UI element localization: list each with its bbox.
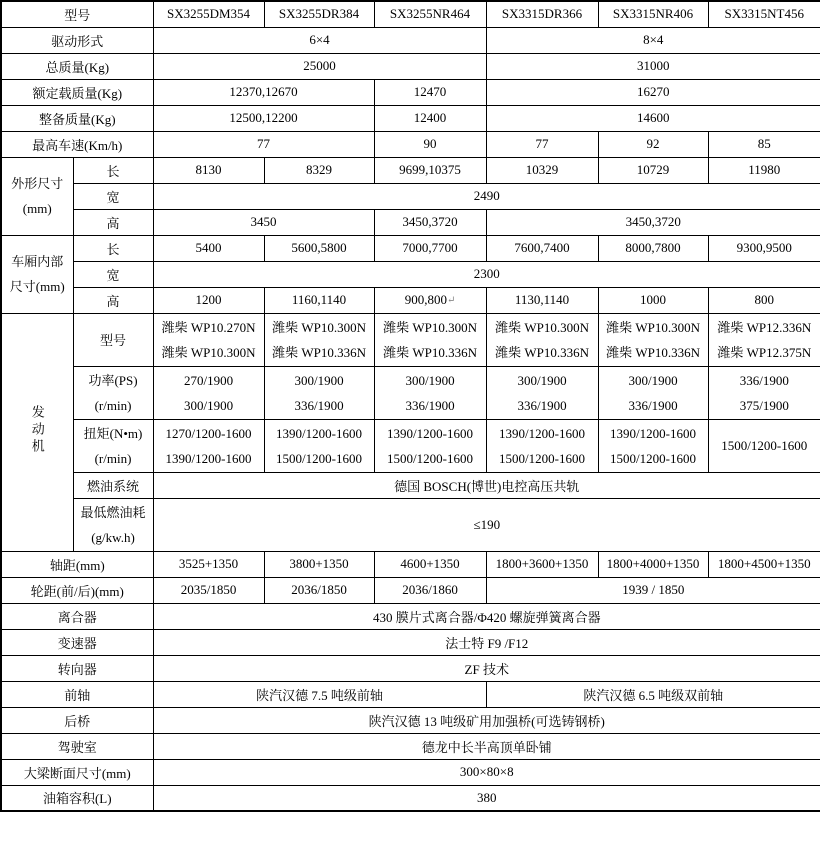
label-outer-dim-line1: 外形尺寸 [11,176,64,191]
fuel-tank-cell: 380 [153,785,820,811]
rated-load-cell: 12470 [374,79,486,105]
row-cargo-height [1,287,820,313]
cargo-height-cell: 1160,1140 [264,287,374,313]
engine-power-line: 300/1900 [183,397,234,413]
label-clutch: 离合器 [1,603,153,629]
track-cell: 2036/1850 [264,577,374,603]
engine-torque-cell [374,419,486,472]
row-fuel-tank [1,785,820,811]
label-outer-height: 高 [73,209,153,235]
engine-model-cell [708,313,820,366]
rated-load-cell: 12370,12670 [153,79,374,105]
label-wheelbase: 轴距(mm) [1,551,153,577]
label-max-speed: 最高车速(Km/h) [1,131,153,157]
rear-axle-cell: 陕汽汉德 13 吨级矿用加强桥(可选铸钢桥) [153,707,820,733]
label-engine-text: 发动机 [29,404,45,456]
label-gross-mass: 总质量(Kg) [1,53,153,79]
engine-model-line: 潍柴 WP12.336N [717,319,812,335]
cargo-length-cell: 5600,5800 [264,235,374,261]
engine-power-cell [374,366,486,419]
label-cargo-dim [1,235,73,313]
engine-power-line: 270/1900 [183,372,234,388]
row-cargo-length [1,235,820,261]
label-outer-dim-line2: (mm) [22,201,52,216]
engine-torque-cell [153,419,264,472]
label-outer-length: 长 [73,157,153,183]
curb-mass-cell: 14600 [486,105,820,131]
row-curb-mass [1,105,820,131]
min-fuel-cell: ≤190 [153,498,820,551]
row-track [1,577,820,603]
engine-torque-line: 1390/1200-1600 [165,450,252,466]
outer-length-cell: 8329 [264,157,374,183]
row-fuel-system [1,472,820,498]
cargo-height-cell: 800 [708,287,820,313]
label-engine-model: 型号 [73,313,153,366]
row-model [1,1,820,27]
cargo-height-value: 900,800 [404,292,447,307]
row-engine-model [1,313,820,366]
label-rated-load: 额定载质量(Kg) [1,79,153,105]
engine-torque-cell [264,419,374,472]
engine-power-cell [264,366,374,419]
engine-power-line: 336/1900 [628,397,678,413]
cargo-height-cell [374,287,486,313]
row-gross-mass [1,53,820,79]
cab-cell: 德龙中长半高顶单卧铺 [153,733,820,759]
label-engine-torque-line2: (r/min) [94,450,132,466]
wheelbase-cell: 4600+1350 [374,551,486,577]
outer-length-cell: 11980 [708,157,820,183]
label-cargo-dim-line2: 尺寸(mm) [9,279,65,294]
row-rated-load [1,79,820,105]
engine-model-line: 潍柴 WP10.270N [161,319,256,335]
engine-torque-line: 1500/1200-1600 [610,450,696,466]
cargo-height-cell: 1200 [153,287,264,313]
track-cell: 1939 / 1850 [486,577,820,603]
engine-power-line: 300/1900 [405,372,455,388]
max-speed-cell: 77 [486,131,598,157]
drive-type-8x4-cell: 8×4 [486,27,820,53]
engine-power-line: 336/1900 [739,372,789,388]
cargo-length-cell: 7600,7400 [486,235,598,261]
label-transmission: 变速器 [1,629,153,655]
row-clutch [1,603,820,629]
engine-torque-line: 1390/1200-1600 [387,425,473,441]
model-name-cell: SX3255DR384 [264,1,374,27]
model-name-cell: SX3255DM354 [153,1,264,27]
model-name-cell: SX3315NT456 [708,1,820,27]
cargo-height-cell: 1000 [598,287,708,313]
engine-power-line: 300/1900 [294,372,344,388]
cargo-length-cell: 5400 [153,235,264,261]
return-mark-icon: ↵ [446,295,456,306]
wheelbase-cell: 1800+4500+1350 [708,551,820,577]
outer-length-cell: 10729 [598,157,708,183]
gross-mass-cell: 25000 [153,53,486,79]
outer-width-cell: 2490 [153,183,820,209]
row-steering [1,655,820,681]
label-engine-torque-line1: 扭矩(N•m) [83,425,143,441]
outer-height-cell: 3450,3720 [486,209,820,235]
label-drive-type: 驱动形式 [1,27,153,53]
front-axle-cell: 陕汽汉德 6.5 吨级双前轴 [486,681,820,707]
curb-mass-cell: 12400 [374,105,486,131]
engine-model-line: 潍柴 WP10.336N [495,344,589,360]
label-min-fuel [73,498,153,551]
row-transmission [1,629,820,655]
transmission-cell: 法士特 F9 /F12 [153,629,820,655]
label-cab: 驾驶室 [1,733,153,759]
label-cargo-length: 长 [73,235,153,261]
row-front-axle [1,681,820,707]
drive-type-6x4-cell: 6×4 [153,27,486,53]
engine-model-cell [264,313,374,366]
engine-power-cell [486,366,598,419]
label-engine-torque [73,419,153,472]
outer-length-cell: 9699,10375 [374,157,486,183]
label-track: 轮距(前/后)(mm) [1,577,153,603]
cargo-width-cell: 2300 [153,261,820,287]
max-speed-cell: 85 [708,131,820,157]
engine-model-cell [153,313,264,366]
engine-model-cell [374,313,486,366]
label-engine [1,313,73,551]
engine-model-line: 潍柴 WP10.336N [383,344,477,360]
wheelbase-cell: 3525+1350 [153,551,264,577]
outer-height-cell: 3450,3720 [374,209,486,235]
engine-model-line: 潍柴 WP10.300N [383,319,477,335]
engine-torque-line: 1500/1200-1600 [499,450,585,466]
row-min-fuel [1,498,820,551]
label-outer-dim [1,157,73,235]
label-cargo-height: 高 [73,287,153,313]
label-model: 型号 [1,1,153,27]
model-name-cell: SX3315NR406 [598,1,708,27]
model-name-cell: SX3255NR464 [374,1,486,27]
row-max-speed [1,131,820,157]
row-wheelbase [1,551,820,577]
label-rear-axle: 后桥 [1,707,153,733]
row-outer-height [1,209,820,235]
label-curb-mass: 整备质量(Kg) [1,105,153,131]
max-speed-cell: 90 [374,131,486,157]
engine-torque-line: 1500/1200-1600 [276,450,362,466]
wheelbase-cell: 3800+1350 [264,551,374,577]
clutch-cell: 430 膜片式离合器/Φ420 螺旋弹簧离合器 [153,603,820,629]
row-engine-power [1,366,820,419]
gross-mass-cell: 31000 [486,53,820,79]
steering-cell: ZF 技术 [153,655,820,681]
engine-torque-cell [598,419,708,472]
wheelbase-cell: 1800+3600+1350 [486,551,598,577]
engine-model-line: 潍柴 WP12.375N [717,344,812,360]
label-outer-width: 宽 [73,183,153,209]
track-cell: 2035/1850 [153,577,264,603]
engine-power-line: 300/1900 [517,372,567,388]
wheelbase-cell: 1800+4000+1350 [598,551,708,577]
cargo-length-cell: 9300,9500 [708,235,820,261]
engine-model-line: 潍柴 WP10.300N [161,344,256,360]
outer-length-cell: 10329 [486,157,598,183]
label-fuel-system: 燃油系统 [73,472,153,498]
outer-length-cell: 8130 [153,157,264,183]
cargo-length-cell: 7000,7700 [374,235,486,261]
row-engine-torque [1,419,820,472]
engine-model-line: 潍柴 WP10.300N [606,319,700,335]
row-outer-length [1,157,820,183]
engine-torque-line: 1270/1200-1600 [165,425,252,441]
frame-section-cell: 300×80×8 [153,759,820,785]
model-name-cell: SX3315DR366 [486,1,598,27]
curb-mass-cell: 12500,12200 [153,105,374,131]
cargo-length-cell: 8000,7800 [598,235,708,261]
max-speed-cell: 77 [153,131,374,157]
engine-power-line: 336/1900 [517,397,567,413]
engine-power-line: 336/1900 [294,397,344,413]
engine-power-cell [708,366,820,419]
outer-height-cell: 3450 [153,209,374,235]
row-drive-type [1,27,820,53]
engine-power-line: 375/1900 [739,397,789,413]
label-front-axle: 前轴 [1,681,153,707]
engine-torque-line: 1390/1200-1600 [499,425,585,441]
row-outer-width [1,183,820,209]
engine-power-line: 336/1900 [405,397,455,413]
front-axle-cell: 陕汽汉德 7.5 吨级前轴 [153,681,486,707]
engine-torque-line: 1500/1200-1600 [387,450,473,466]
label-engine-power-line2: (r/min) [94,397,132,413]
engine-model-line: 潍柴 WP10.300N [495,319,589,335]
label-cargo-dim-line1: 车厢内部 [11,254,64,269]
engine-torque-line: 1390/1200-1600 [610,425,696,441]
row-cargo-width [1,261,820,287]
label-frame-section: 大梁断面尺寸(mm) [1,759,153,785]
label-fuel-tank: 油箱容积(L) [1,785,153,811]
label-cargo-width: 宽 [73,261,153,287]
engine-power-cell [153,366,264,419]
max-speed-cell: 92 [598,131,708,157]
cargo-height-cell: 1130,1140 [486,287,598,313]
fuel-system-cell: 德国 BOSCH(博世)电控高压共轨 [153,472,820,498]
label-steering: 转向器 [1,655,153,681]
row-cab [1,733,820,759]
engine-model-cell [598,313,708,366]
engine-power-line: 300/1900 [628,372,678,388]
label-min-fuel-line2: (g/kw.h) [91,529,135,545]
engine-torque-line: 1390/1200-1600 [276,425,362,441]
label-min-fuel-line1: 最低燃油耗 [80,504,146,520]
row-frame-section [1,759,820,785]
label-engine-power-line1: 功率(PS) [88,372,138,388]
engine-torque-cell: 1500/1200-1600 [708,419,820,472]
row-rear-axle [1,707,820,733]
engine-model-line: 潍柴 WP10.336N [272,344,366,360]
engine-model-line: 潍柴 WP10.336N [606,344,700,360]
rated-load-cell: 16270 [486,79,820,105]
engine-model-line: 潍柴 WP10.300N [272,319,366,335]
label-engine-power [73,366,153,419]
track-cell: 2036/1860 [374,577,486,603]
engine-model-cell [486,313,598,366]
engine-torque-cell [486,419,598,472]
engine-power-cell [598,366,708,419]
